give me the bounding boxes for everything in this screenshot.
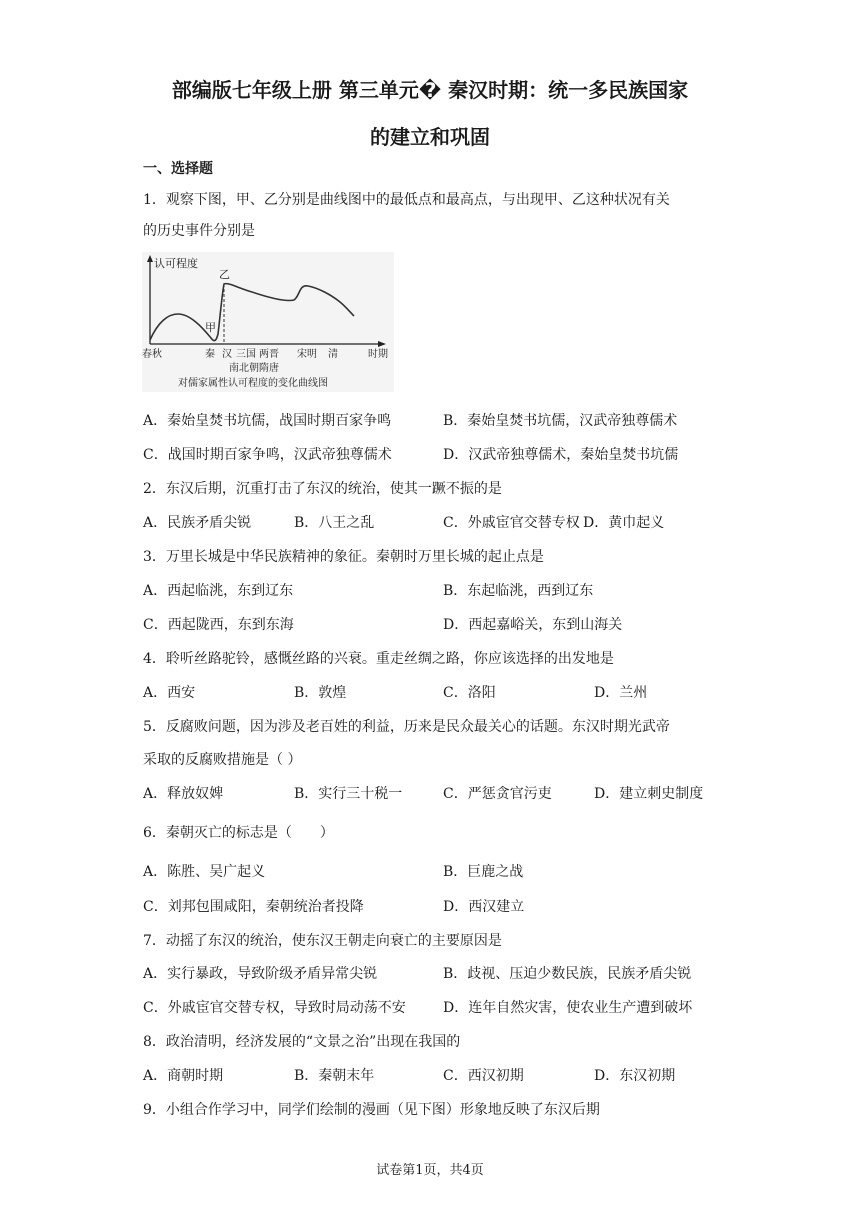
q5-option-a[interactable]: A．释放奴婢 [143, 786, 224, 802]
q2-option-b[interactable]: B．八王之乱 [294, 515, 375, 531]
tick-label: 春秋 [142, 349, 162, 360]
q7-option-d[interactable]: D．连年自然灾害，使农业生产遭到破坏 [443, 1000, 693, 1016]
q3-option-a[interactable]: A．西起临洮，东到辽东 [143, 583, 294, 599]
question-7-stem: 7．动摇了东汉的统治，使东汉王朝走向衰亡的主要原因是 [143, 933, 502, 949]
q2-option-a[interactable]: A．民族矛盾尖锐 [143, 515, 252, 531]
section-heading: 一、选择题 [143, 161, 213, 177]
marker-low-label: 甲 [205, 321, 216, 334]
page-title-line2: 的建立和巩固 [370, 125, 490, 149]
tick-label: 秦 [205, 349, 215, 360]
q3-option-c[interactable]: C．西起陇西，东到东海 [143, 617, 294, 633]
q6-option-b[interactable]: B．巨鹿之战 [443, 864, 524, 880]
q4-option-d[interactable]: D．兰州 [594, 685, 648, 701]
q7-option-a[interactable]: A．实行暴政，导致阶级矛盾异常尖锐 [143, 966, 378, 982]
q3-option-d[interactable]: D．西起嘉峪关，东到山海关 [443, 617, 623, 633]
q1-option-d[interactable]: D．汉武帝独尊儒术，秦始皇焚书坑儒 [443, 447, 679, 463]
question-9-stem: 9．小组合作学习中，同学们绘制的漫画（见下图）形象地反映了东汉后期 [143, 1102, 600, 1118]
q6-option-d[interactable]: D．西汉建立 [443, 899, 525, 915]
question-1-stem: 1．观察下图，甲、乙分别是曲线图中的最低点和最高点，与出现甲、乙这种状况有关 [143, 192, 670, 208]
question-3-stem: 3．万里长城是中华民族精神的象征。秦朝时万里长城的起止点是 [143, 549, 544, 565]
q6-option-a[interactable]: A．陈胜、吴广起义 [143, 864, 266, 880]
q7-option-c[interactable]: C．外戚宦官交替专权，导致时局动荡不安 [143, 1000, 406, 1016]
q7-option-b[interactable]: B．歧视、压迫少数民族，民族矛盾尖锐 [443, 966, 692, 982]
chart-caption: 对儒家属性认可程度的变化曲线图 [178, 378, 328, 389]
question-8-stem: 8．政治清明，经济发展的“文景之治”出现在我国的 [143, 1034, 461, 1050]
question-2-stem: 2．东汉后期，沉重打击了东汉的统治，使其一蹶不振的是 [143, 481, 502, 497]
marker-high-label: 乙 [219, 268, 230, 281]
q5-option-c[interactable]: C．严惩贪官污吏 [443, 786, 552, 802]
q5-option-b[interactable]: B．实行三十税一 [294, 786, 403, 802]
q8-option-b[interactable]: B．秦朝末年 [294, 1068, 375, 1084]
question-6-stem: 6．秦朝灭亡的标志是（ ） [143, 825, 334, 841]
q1-option-b[interactable]: B．秦始皇焚书坑儒，汉武帝独尊儒术 [443, 413, 678, 429]
tick-label: 宋明 [297, 349, 317, 360]
q4-option-a[interactable]: A．西安 [143, 685, 196, 701]
q2-option-d[interactable]: D．黄巾起义 [583, 515, 665, 531]
q8-option-c[interactable]: C．西汉初期 [443, 1068, 524, 1084]
tick-label: 清 [328, 349, 338, 360]
q6-option-c[interactable]: C．刘邦包围咸阳，秦朝统治者投降 [143, 899, 364, 915]
q3-option-b[interactable]: B．东起临洮，西到辽东 [443, 583, 594, 599]
tick-label: 三国 [236, 349, 256, 360]
question-4-stem: 4．聆听丝路驼铃，感慨丝路的兴衰。重走丝绸之路，你应该选择的出发地是 [143, 651, 614, 667]
recognition-curve [150, 284, 354, 341]
q8-option-d[interactable]: D．东汉初期 [594, 1068, 676, 1084]
question-5-stem-cont: 采取的反腐败措施是（ ） [143, 752, 302, 768]
q4-option-b[interactable]: B．敦煌 [294, 685, 347, 701]
question-5-stem: 5．反腐败问题，因为涉及老百姓的利益，历来是民众最关心的话题。东汉时期光武帝 [143, 719, 670, 735]
x-axis-arrow [378, 341, 386, 347]
q4-option-c[interactable]: C．洛阳 [443, 685, 496, 701]
q1-option-a[interactable]: A．秦始皇焚书坑儒，战国时期百家争鸣 [143, 413, 392, 429]
tick-label: 汉 [222, 349, 232, 360]
chart-xlabel: 时期 [368, 349, 388, 360]
page-footer: 试卷第1页，共4页 [376, 1163, 484, 1178]
q2-option-c[interactable]: C．外戚宦官交替专权 [443, 515, 580, 531]
q5-option-d[interactable]: D．建立刺史制度 [594, 786, 704, 802]
chart-svg [142, 252, 394, 392]
q8-option-a[interactable]: A．商朝时期 [143, 1068, 224, 1084]
question-1-stem-cont: 的历史事件分别是 [143, 223, 255, 239]
tick-label-row2: 南北朝隋唐 [229, 363, 279, 374]
confucianism-recognition-chart [142, 252, 394, 392]
chart-ylabel: 认可程度 [154, 257, 198, 270]
page-title: 部编版七年级上册 第三单元� 秦汉时期：统一多民族国家 [171, 78, 689, 102]
y-axis-arrow [147, 255, 153, 262]
q1-option-c[interactable]: C．战国时期百家争鸣，汉武帝独尊儒术 [143, 447, 392, 463]
tick-label: 两晋 [259, 349, 279, 360]
